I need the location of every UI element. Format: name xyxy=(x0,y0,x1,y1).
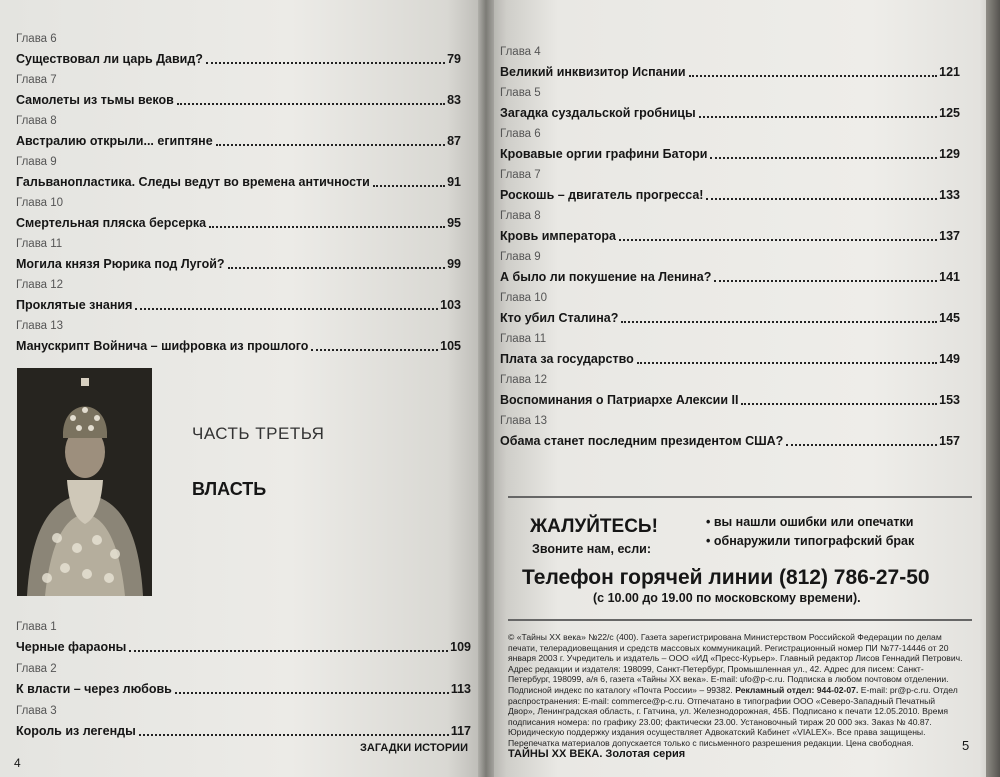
toc-row[interactable] xyxy=(16,253,461,275)
complain-heading: ЖАЛУЙТЕСЬ! xyxy=(530,516,658,537)
dot-leader xyxy=(209,226,445,228)
hotline-phone: Телефон горячей линии (812) 786-27-50 xyxy=(522,566,930,589)
page-ref: 157 xyxy=(939,434,960,448)
page-ref: 105 xyxy=(440,339,461,353)
chapter-label: Глава 10 xyxy=(16,197,64,209)
toc-entry xyxy=(16,154,461,193)
toc-row[interactable] xyxy=(16,130,461,152)
chapter-label: Глава 3 xyxy=(16,705,57,717)
dot-leader xyxy=(710,157,937,159)
dot-leader xyxy=(311,349,438,351)
toc-row[interactable] xyxy=(500,389,960,411)
chapter-title: Смертельная пляска берсерка xyxy=(16,216,207,230)
dot-leader xyxy=(175,692,449,694)
toc-entry xyxy=(500,249,960,288)
chapter-title: Проклятые знания xyxy=(16,298,133,312)
page-ref: 103 xyxy=(440,298,461,312)
toc-row[interactable] xyxy=(500,61,960,83)
left-running-footer: ЗАГАДКИ ИСТОРИИ xyxy=(360,742,468,754)
chapter-title: Манускрипт Войнича – шифровка из прошлого xyxy=(16,339,309,353)
toc-row[interactable] xyxy=(500,225,960,247)
toc-entry xyxy=(16,31,461,70)
right-page-number: 5 xyxy=(962,738,970,753)
toc-row[interactable] xyxy=(16,48,461,70)
toc-entry xyxy=(500,44,960,83)
toc-left xyxy=(16,31,461,359)
dot-leader xyxy=(689,75,938,77)
toc-entry xyxy=(500,208,960,247)
toc-row[interactable] xyxy=(16,720,471,742)
toc-entry xyxy=(16,72,461,111)
toc-left-part3 xyxy=(16,619,471,745)
toc-row[interactable] xyxy=(500,143,960,165)
right-running-footer: ТАЙНЫ XX ВЕКА. Золотая серия xyxy=(508,748,686,760)
toc-entry xyxy=(16,236,461,275)
chapter-title: Роскошь – двигатель прогресса! xyxy=(500,188,704,202)
chapter-title: Кровь императора xyxy=(500,229,616,243)
chapter-title: Существовал ли царь Давид? xyxy=(16,52,203,66)
chapter-label: Глава 9 xyxy=(16,156,57,168)
page-ref: 121 xyxy=(939,65,960,79)
toc-row[interactable] xyxy=(500,102,960,124)
dot-leader xyxy=(216,144,445,146)
dot-leader xyxy=(129,650,448,652)
imprint-text xyxy=(508,632,964,749)
portrait-image xyxy=(17,368,152,596)
dot-leader xyxy=(373,185,445,187)
chapter-title: Гальванопластика. Следы ведут во времена античности xyxy=(16,175,370,189)
chapter-label: Глава 9 xyxy=(500,251,541,263)
page-ref: 133 xyxy=(939,188,960,202)
chapter-label: Глава 6 xyxy=(500,128,541,140)
chapter-label: Глава 7 xyxy=(16,74,57,86)
chapter-label: Глава 11 xyxy=(16,238,63,250)
reason-typos: • вы нашли ошибки или опечатки xyxy=(706,515,914,529)
dot-leader xyxy=(206,62,445,64)
chapter-title: Великий инквизитор Испании xyxy=(500,65,686,79)
toc-entry xyxy=(16,318,461,357)
toc-row[interactable] xyxy=(500,430,960,452)
dot-leader xyxy=(699,116,937,118)
toc-row[interactable] xyxy=(16,678,471,700)
page-ref: 125 xyxy=(939,106,960,120)
reason-defects: • обнаружили типографский брак xyxy=(706,534,915,548)
page-ref: 109 xyxy=(450,640,471,654)
toc-row[interactable] xyxy=(500,266,960,288)
chapter-title: Воспоминания о Патриархе Алексии II xyxy=(500,393,739,407)
chapter-label: Глава 10 xyxy=(500,292,548,304)
toc-right xyxy=(500,44,960,454)
page-edge-shadow xyxy=(986,0,1000,777)
toc-entry xyxy=(500,85,960,124)
left-page-number: 4 xyxy=(14,756,21,770)
dot-leader xyxy=(177,103,445,105)
chapter-title: Кто убил Сталина? xyxy=(500,311,619,325)
complaint-reasons xyxy=(706,513,914,551)
chapter-title: Черные фараоны xyxy=(16,640,127,654)
page-ref: 99 xyxy=(447,257,461,271)
toc-entry xyxy=(500,290,960,329)
toc-row[interactable] xyxy=(16,294,461,316)
divider-top xyxy=(508,496,972,498)
chapter-label: Глава 13 xyxy=(500,415,548,427)
chapter-label: Глава 7 xyxy=(500,169,541,181)
chapter-title: Австралию открыли... египтяне xyxy=(16,134,213,148)
chapter-label: Глава 13 xyxy=(16,320,64,332)
page-ref: 79 xyxy=(447,52,461,66)
page-ref: 87 xyxy=(447,134,461,148)
chapter-label: Глава 2 xyxy=(16,663,57,675)
chapter-label: Глава 8 xyxy=(500,210,541,222)
tsar-portrait-icon xyxy=(17,368,152,596)
toc-row[interactable] xyxy=(16,212,461,234)
toc-entry xyxy=(16,195,461,234)
part-title: ВЛАСТЬ xyxy=(192,479,267,499)
dot-leader xyxy=(786,444,937,446)
page-ref: 129 xyxy=(939,147,960,161)
toc-entry xyxy=(500,126,960,165)
page-ref: 117 xyxy=(450,724,471,738)
page-ref: 113 xyxy=(450,682,471,696)
toc-row[interactable] xyxy=(16,89,461,111)
chapter-title: К власти – через любовь xyxy=(16,682,172,696)
toc-entry xyxy=(16,277,461,316)
toc-row[interactable] xyxy=(16,636,471,658)
chapter-title: Обама станет последним президентом США? xyxy=(500,434,784,448)
chapter-title: А было ли покушение на Ленина? xyxy=(500,270,712,284)
dot-leader xyxy=(637,362,937,364)
chapter-title: Могила князя Рюрика под Лугой? xyxy=(16,257,225,271)
divider-bottom xyxy=(508,619,972,621)
chapter-title: Кровавые оргии графини Батори xyxy=(500,147,708,161)
dot-leader xyxy=(706,198,937,200)
chapter-label: Глава 11 xyxy=(500,333,547,345)
dot-leader xyxy=(139,734,449,736)
chapter-label: Глава 12 xyxy=(500,374,548,386)
chapter-label: Глава 4 xyxy=(500,46,541,58)
dot-leader xyxy=(135,308,438,310)
imprint-part-b: E-mail: pr@p-c.ru. Отдел распространения: E-mail: commerce@p-c.ru. Отпечатано в типографии ООО «Северо-Западный Печатный Двор», Ленинградская область, г. Гатчина, ул. Железнодорожная, 45Б. Подписано к печати 12.05.2010. Время подписания номера: по графику 23.00; фактически 23.00. Установочный тираж 20 000 экз. Заказ № 40.87. Юридическую поддержку издания осуществляет Адвокатский Кабинет «VIALEX». Все права защищены. Перепечатка материалов допускается только с письменного разрешения редакции. Цена свободная. xyxy=(508,684,958,748)
imprint-part-a: © «Тайны XX века» №22/с (400). Газета зарегистрирована Министерством Российской Федерации по делам печати, телерадиовещания и средств массовых коммуникаций. Регистрационный номер ПИ №77-14446 от 20 января 2003 г. Учредитель и издатель – ООО «ИД «Пресс-Курьер». Главный редактор Лисов Геннадий Петрович. Адрес редакции и издателя: 198099, Санкт-Петербург, Промышленная ул., 42. Адрес для писем: Санкт-Петербург, 198099, а/я 6, газета «Тайны XX века». E-mail: ufo@p-c.ru. Подписка в любом почтовом отделении. Подписной индекс по каталогу «Почта России» – 99382. xyxy=(508,632,963,695)
toc-row[interactable] xyxy=(500,348,960,370)
chapter-label: Глава 5 xyxy=(500,87,541,99)
page-ref: 83 xyxy=(447,93,461,107)
toc-entry xyxy=(500,167,960,206)
page-ref: 137 xyxy=(939,229,960,243)
chapter-title: Плата за государство xyxy=(500,352,634,366)
hotline-hours: (с 10.00 до 19.00 по московскому времени). xyxy=(593,591,861,605)
chapter-title: Загадка суздальской гробницы xyxy=(500,106,696,120)
toc-entry xyxy=(500,331,960,370)
toc-row[interactable] xyxy=(16,171,461,193)
dot-leader xyxy=(619,239,937,241)
page-ref: 141 xyxy=(939,270,960,284)
book-gutter xyxy=(478,0,494,777)
toc-entry xyxy=(16,619,471,658)
toc-entry xyxy=(16,703,471,742)
right-page xyxy=(486,0,1000,777)
chapter-title: Король из легенды xyxy=(16,724,136,738)
chapter-label: Глава 1 xyxy=(16,621,57,633)
page-ref: 91 xyxy=(447,175,461,189)
call-us-text: Звоните нам, если: xyxy=(532,542,651,556)
page-ref: 95 xyxy=(447,216,461,230)
chapter-label: Глава 8 xyxy=(16,115,57,127)
left-page xyxy=(0,0,486,777)
part-label: ЧАСТЬ ТРЕТЬЯ xyxy=(192,424,325,443)
toc-entry xyxy=(16,113,461,152)
imprint-ad-label: Рекламный отдел: 944-02-07. xyxy=(735,684,859,695)
toc-entry xyxy=(16,661,471,700)
toc-row[interactable] xyxy=(16,335,461,357)
chapter-label: Глава 6 xyxy=(16,33,57,45)
toc-entry xyxy=(500,372,960,411)
toc-row[interactable] xyxy=(500,307,960,329)
dot-leader xyxy=(714,280,937,282)
chapter-title: Самолеты из тьмы веков xyxy=(16,93,174,107)
dot-leader xyxy=(228,267,446,269)
dot-leader xyxy=(741,403,937,405)
dot-leader xyxy=(621,321,937,323)
toc-entry xyxy=(500,413,960,452)
toc-row[interactable] xyxy=(500,184,960,206)
chapter-label: Глава 12 xyxy=(16,279,64,291)
page-ref: 145 xyxy=(939,311,960,325)
page-ref: 153 xyxy=(939,393,960,407)
page-ref: 149 xyxy=(939,352,960,366)
